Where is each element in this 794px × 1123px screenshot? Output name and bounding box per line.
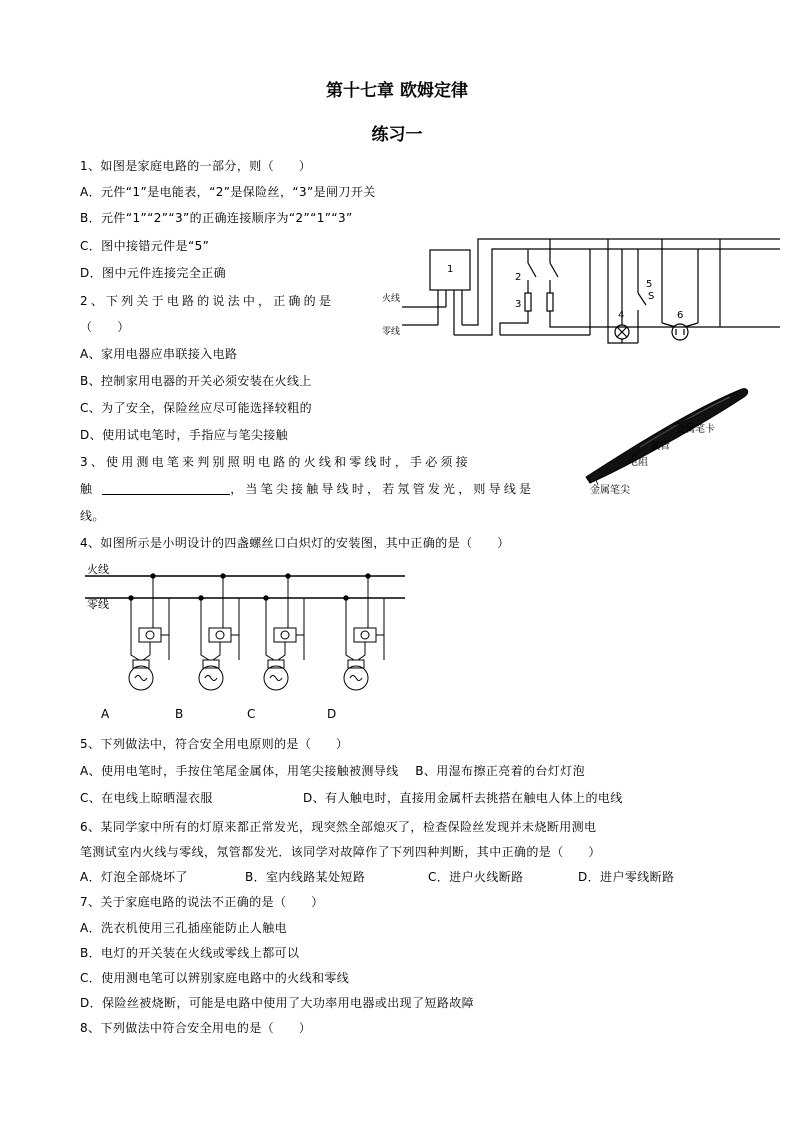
fig3-neutral-label: 零线: [87, 598, 109, 611]
pen-neon-label: 氖管: [650, 441, 670, 452]
pen-resistor-label: 电阻: [628, 457, 648, 468]
q1-option-b: B．元件“1”“2”“3”的正确连接顺序为“2”“1”“3”: [80, 211, 353, 225]
q6-option-b: B．室内线路某处短路: [245, 870, 366, 884]
lamp-2-switch-box: [209, 628, 231, 642]
q5-stem: 5、下列做法中，符合安全用电原则的是（ ）: [80, 737, 349, 751]
lamp-4-lamp-wire-a: [346, 640, 354, 660]
fig1-live-label: 火线: [382, 294, 401, 304]
q2-option-d: D、使用试电笔时，手指应与笔尖接触: [80, 428, 289, 442]
q3-line-2: [80, 480, 534, 497]
lamp-1-lamp-filament: [135, 676, 147, 681]
lamp-2-lamp-filament: [205, 676, 217, 681]
lamp-3-lamp-wire-b: [278, 642, 285, 660]
q1-option-c: C．图中接错元件是“5”: [80, 239, 210, 253]
lamp-4-lamp-socket: [348, 660, 364, 668]
pen-clip-label: 金属笔卡: [675, 424, 715, 435]
q8-stem: 8、下列做法中符合安全用电的是（ ）: [80, 1021, 312, 1035]
lamp-4-lamp-filament: [350, 676, 362, 681]
section-title: 练习一: [371, 125, 423, 145]
lamp-4-lamp-wire-b: [358, 642, 365, 660]
lamp-label-b: B: [175, 707, 184, 721]
lamp-3-switch-knob: [281, 631, 289, 639]
lamp-2-lamp-socket: [203, 660, 219, 668]
q4-stem: 4、如图所示是小明设计的四盏螺丝口白炽灯的安装图，其中正确的是（ ）: [80, 536, 510, 550]
fig3-live-label: 火线: [87, 563, 109, 576]
fig1-label-1: 1: [447, 264, 454, 275]
four-lamps-figure: [85, 560, 415, 725]
q2-option-a: A、家用电器应串联接入电路: [80, 347, 238, 361]
q3-touch-text: 触: [80, 482, 96, 496]
q2-stem-bracket: （ ）: [80, 320, 130, 334]
lamp-1-switch-box: [139, 628, 161, 642]
lamp-1-switch-knob: [146, 631, 154, 639]
q6-line-1: 6、某同学家中所有的灯原来都正常发光，现突然全部熄灭了，检查保险丝发现并未烧断用测电: [80, 820, 597, 834]
lamp-label-d: D: [327, 707, 337, 721]
fig1-neutral-label: 零线: [382, 327, 401, 337]
chapter-title: 第十七章 欧姆定律: [326, 81, 468, 101]
lamp-1-lamp-wire-a: [131, 640, 139, 660]
lamp-3-lamp-socket: [268, 660, 284, 668]
lamp-2-switch-knob: [216, 631, 224, 639]
q3-answer-blank: [102, 482, 230, 495]
q2-option-c: C、为了安全，保险丝应尽可能选择较粗的: [80, 401, 312, 415]
household-circuit-figure: [380, 235, 780, 350]
q3-line-1: 3、使用测电笔来判别照明电路的火线和零线时，手必须接: [80, 455, 471, 469]
pen-tip-label: 金属笔尖: [590, 485, 630, 495]
q7-option-a: A．洗衣机使用三孔插座能防止人触电: [80, 921, 288, 935]
q3-line-3: 线。: [80, 509, 105, 523]
fig1-label-s: S: [648, 291, 655, 302]
q6-line-2: 笔测试室内火线与零线，氖管都发光．该同学对故障作了下列四种判断，其中正确的是（ ）: [80, 845, 601, 859]
q2-stem: 2、下列关于电路的说法中，正确的是: [80, 294, 335, 308]
lamp-3-lamp-wire-a: [266, 640, 274, 660]
fig1-label-3: 3: [515, 299, 522, 310]
lamp-2-lamp-wire-a: [201, 640, 209, 660]
fig1-label-6: 6: [677, 310, 684, 321]
test-pen-figure: [580, 385, 780, 495]
lamp-4-switch-box: [354, 628, 376, 642]
fig1-label-2: 2: [515, 272, 522, 283]
q5-option-d: D、有人触电时，直接用金属杆去挑搭在触电人体上的电线: [303, 791, 623, 805]
q7-stem: 7、关于家庭电路的说法不正确的是（ ）: [80, 895, 324, 909]
q5-option-c: C、在电线上晾晒湿衣服: [80, 791, 213, 805]
q7-option-b: B．电灯的开关装在火线或零线上都可以: [80, 946, 300, 960]
fig1-label-5: 5: [646, 279, 653, 290]
q2-option-b: B、控制家用电器的开关必须安装在火线上: [80, 374, 312, 388]
lamp-1-lamp-wire-b: [143, 642, 150, 660]
q6-option-a: A．灯泡全部烧坏了: [80, 870, 188, 884]
lamp-label-c: C: [247, 707, 256, 721]
q6-option-c: C．进户火线断路: [428, 870, 524, 884]
q3-line-2-rest: ，当笔尖接触导线时，若氖管发光，则导线是: [230, 482, 535, 496]
q6-option-d: D．进户零线断路: [578, 870, 675, 884]
lamp-4-switch-knob: [361, 631, 369, 639]
lamp-3-switch-box: [274, 628, 296, 642]
lamp-1-lamp-socket: [133, 660, 149, 668]
lamp-3-lamp-filament: [270, 676, 282, 681]
q5-options-ab: A、使用电笔时，手按住笔尾金属体，用笔尖接触被测导线 B、用湿布擦正亮着的台灯灯泡: [80, 764, 586, 778]
q7-option-d: D．保险丝被烧断，可能是电路中使用了大功率用电器或出现了短路故障: [80, 996, 475, 1010]
fig1-label-4: 4: [618, 310, 625, 321]
lamp-2-lamp-wire-b: [213, 642, 220, 660]
q1-option-a: A．元件“1”是电能表，“2”是保险丝，“3”是闸刀开关: [80, 185, 376, 199]
q1-option-d: D．图中元件连接完全正确: [80, 266, 227, 280]
q1-stem: 1、如图是家庭电路的一部分，则（ ）: [80, 159, 312, 173]
q7-option-c: C．使用测电笔可以辨别家庭电路中的火线和零线: [80, 971, 350, 985]
lamp-label-a: A: [101, 707, 110, 721]
